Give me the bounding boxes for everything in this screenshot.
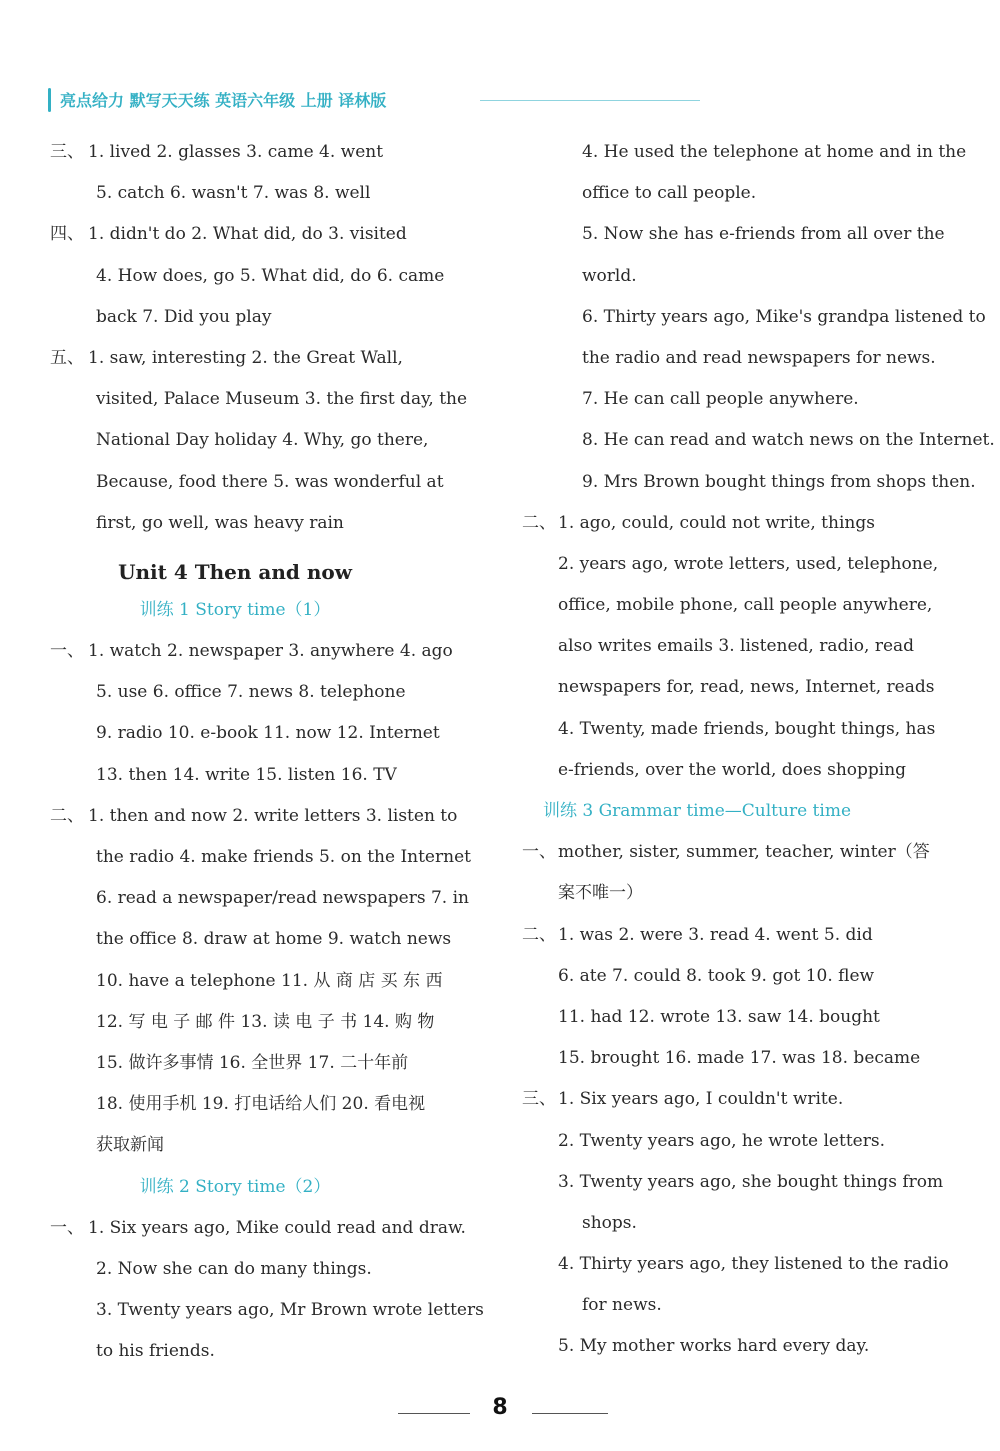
answer-text: 18. 使用手机 19. 打电话给人们 20. 看电视 (96, 1094, 426, 1115)
answer-text: mother, sister, summer, teacher, winter（答 (558, 842, 930, 863)
answer-text: also writes emails 3. listened, radio, read (558, 636, 915, 657)
answer-line (50, 1007, 490, 1048)
answer-text: the radio and read newspapers for news. (582, 347, 936, 368)
answer-line (50, 636, 490, 677)
answer-text: for news. (582, 1295, 662, 1316)
answer-text: 2. Now she can do many things. (96, 1258, 372, 1279)
answer-line (50, 1213, 490, 1254)
answer-line (522, 384, 962, 425)
header-title: 亮点给力 默写天天练 英语六年级 上册 译林版 (60, 91, 387, 110)
question-number: 二、 (522, 512, 556, 533)
answer-text: 6. read a newspaper/read newspapers 7. in (96, 888, 469, 909)
answer-text: 1. watch 2. newspaper 3. anywhere 4. ago (88, 641, 453, 662)
answer-text: to his friends. (96, 1341, 215, 1362)
header-rule (480, 100, 700, 101)
answer-line (50, 384, 490, 425)
answer-text: National Day holiday 4. Why, go there, (96, 430, 429, 451)
answer-line (522, 1002, 962, 1043)
question-number: 一、 (522, 842, 556, 863)
answer-text: 1. saw, interesting 2. the Great Wall, (88, 347, 403, 368)
answer-text: 2. years ago, wrote letters, used, telephone, (558, 553, 939, 574)
section-heading: 训练 3 Grammar time—Culture time (542, 801, 852, 821)
answer-text: 4. Twenty, made friends, bought things, has (558, 718, 936, 739)
answer-text: 2. Twenty years ago, he wrote letters. (558, 1130, 885, 1151)
answer-text: e-friends, over the world, does shopping (558, 759, 907, 780)
answer-text: back 7. Did you play (96, 306, 272, 327)
answer-line (522, 302, 986, 343)
answer-text: 1. didn't do 2. What did, do 3. visited (88, 224, 407, 245)
answer-line (522, 672, 962, 713)
answer-text: 6. ate 7. could 8. took 9. got 10. flew (558, 965, 875, 986)
footer-rule-left (398, 1413, 470, 1414)
answer-text: 1. lived 2. glasses 3. came 4. went (88, 142, 384, 162)
answer-line (522, 549, 962, 590)
answer-text: newspapers for, read, news, Internet, reads (558, 677, 935, 698)
answer-line (50, 883, 490, 924)
answer-text: 8. He can read and watch news on the Internet. (582, 430, 995, 451)
answer-line (522, 878, 962, 919)
answer-text: visited, Palace Museum 3. the first day, the (96, 389, 468, 410)
answer-text: 案不唯一） (558, 883, 643, 904)
answer-line (522, 508, 962, 549)
answer-text: 12. 写 电 子 邮 件 13. 读 电 子 书 14. 购 物 (96, 1011, 435, 1032)
answer-text: office, mobile phone, call people anywhere, (558, 595, 933, 616)
answer-line (522, 714, 962, 755)
header-bar (48, 88, 51, 112)
answer-line (50, 1254, 490, 1295)
answer-line (50, 343, 490, 384)
answer-text: 9. radio 10. e-book 11. now 12. Internet (96, 723, 440, 744)
question-number: 二、 (522, 924, 556, 945)
answer-line (50, 219, 490, 260)
question-number: 三、 (50, 142, 84, 162)
answer-line (50, 842, 490, 883)
answer-line (522, 1331, 962, 1372)
answer-line (50, 1048, 490, 1089)
answer-line (522, 631, 962, 672)
answer-text: 获取新闻 (96, 1135, 164, 1156)
answer-line (522, 1208, 962, 1249)
answer-line (522, 261, 962, 302)
question-number: 一、 (50, 1217, 84, 1238)
answer-line (522, 1084, 962, 1125)
answer-line (50, 508, 490, 549)
answer-text: 15. 做许多事情 16. 全世界 17. 二十年前 (96, 1052, 409, 1073)
answer-text: world. (582, 265, 637, 286)
answer-line (522, 343, 962, 384)
answer-line (50, 1130, 490, 1171)
answer-text: 1. was 2. were 3. read 4. went 5. did (558, 924, 873, 945)
answer-text: 5. My mother works hard every day. (558, 1336, 870, 1357)
answer-text: 1. ago, could, could not write, things (558, 512, 875, 533)
answer-line (50, 1295, 490, 1336)
page-header (48, 86, 668, 114)
answer-line (50, 760, 490, 801)
footer-rule-right (532, 1413, 608, 1414)
answer-line (50, 178, 490, 219)
answer-text: 13. then 14. write 15. listen 16. TV (96, 764, 397, 785)
question-number: 四、 (50, 224, 84, 245)
answer-text: 4. How does, go 5. What did, do 6. came (96, 265, 445, 286)
answer-text: 10. have a telephone 11. 从 商 店 买 东 西 (96, 970, 443, 991)
answer-text: 4. He used the telephone at home and in the (582, 142, 967, 162)
answer-line (522, 1249, 962, 1290)
unit-title: Unit 4 Then and now (118, 559, 352, 584)
answer-line (50, 966, 490, 1007)
answer-line (522, 178, 962, 219)
answer-line (522, 755, 962, 796)
answer-line (522, 1290, 962, 1331)
answer-line (50, 1089, 490, 1130)
answer-line (50, 425, 490, 466)
answer-line (50, 467, 490, 508)
answer-line (522, 590, 962, 631)
answer-text: 1. Six years ago, Mike could read and draw. (88, 1217, 466, 1238)
answer-text: office to call people. (582, 183, 757, 204)
left-column (50, 137, 490, 1377)
answer-line (50, 261, 490, 302)
question-number: 五、 (50, 347, 84, 368)
answer-line (50, 1336, 490, 1377)
answer-line (50, 302, 490, 343)
answer-line (522, 961, 962, 1002)
answer-line (522, 425, 995, 466)
answer-text: 5. catch 6. wasn't 7. was 8. well (96, 183, 371, 204)
section-heading: 训练 2 Story time（2） (139, 1176, 331, 1197)
answer-text: 11. had 12. wrote 13. saw 14. bought (558, 1006, 880, 1027)
answer-line (50, 677, 490, 718)
answer-line (50, 801, 490, 842)
answer-line (522, 219, 962, 260)
answer-line (50, 718, 490, 759)
page-footer (0, 1395, 1000, 1435)
answer-text: 15. brought 16. made 17. was 18. became (558, 1048, 921, 1069)
answer-text: 9. Mrs Brown bought things from shops then. (582, 471, 976, 492)
answer-line (522, 920, 962, 961)
answer-text: 7. He can call people anywhere. (582, 389, 859, 410)
question-number: 三、 (522, 1089, 556, 1110)
right-column (522, 137, 995, 1373)
answer-line (50, 137, 490, 178)
question-number: 二、 (50, 805, 84, 826)
question-number: 一、 (50, 641, 84, 662)
answer-text: first, go well, was heavy rain (96, 512, 344, 533)
section-heading: 训练 1 Story time（1） (139, 599, 331, 620)
answer-line (522, 467, 976, 508)
answer-text: 3. Twenty years ago, she bought things from (558, 1171, 944, 1192)
answer-text: Because, food there 5. was wonderful at (96, 471, 444, 492)
answer-text: 6. Thirty years ago, Mike's grandpa listened to (582, 306, 986, 327)
answer-text: the radio 4. make friends 5. on the Internet (96, 847, 471, 867)
answer-text: 4. Thirty years ago, they listened to the radio (558, 1254, 949, 1275)
answer-line (522, 837, 962, 878)
page-number: 8 (492, 1395, 508, 1420)
answer-text: 5. Now she has e-friends from all over the (582, 224, 945, 245)
answer-line (522, 1167, 962, 1208)
answer-line (522, 137, 967, 178)
answer-text: 5. use 6. office 7. news 8. telephone (96, 682, 406, 703)
answer-text: the office 8. draw at home 9. watch news (96, 929, 452, 950)
answer-text: 1. then and now 2. write letters 3. listen to (88, 805, 458, 826)
answer-text: 1. Six years ago, I couldn't write. (558, 1089, 844, 1110)
answer-text: 3. Twenty years ago, Mr Brown wrote letters (96, 1300, 484, 1321)
answer-line (522, 1126, 962, 1167)
answer-text: shops. (582, 1212, 637, 1233)
answer-line (522, 1043, 962, 1084)
answer-line (50, 924, 490, 965)
